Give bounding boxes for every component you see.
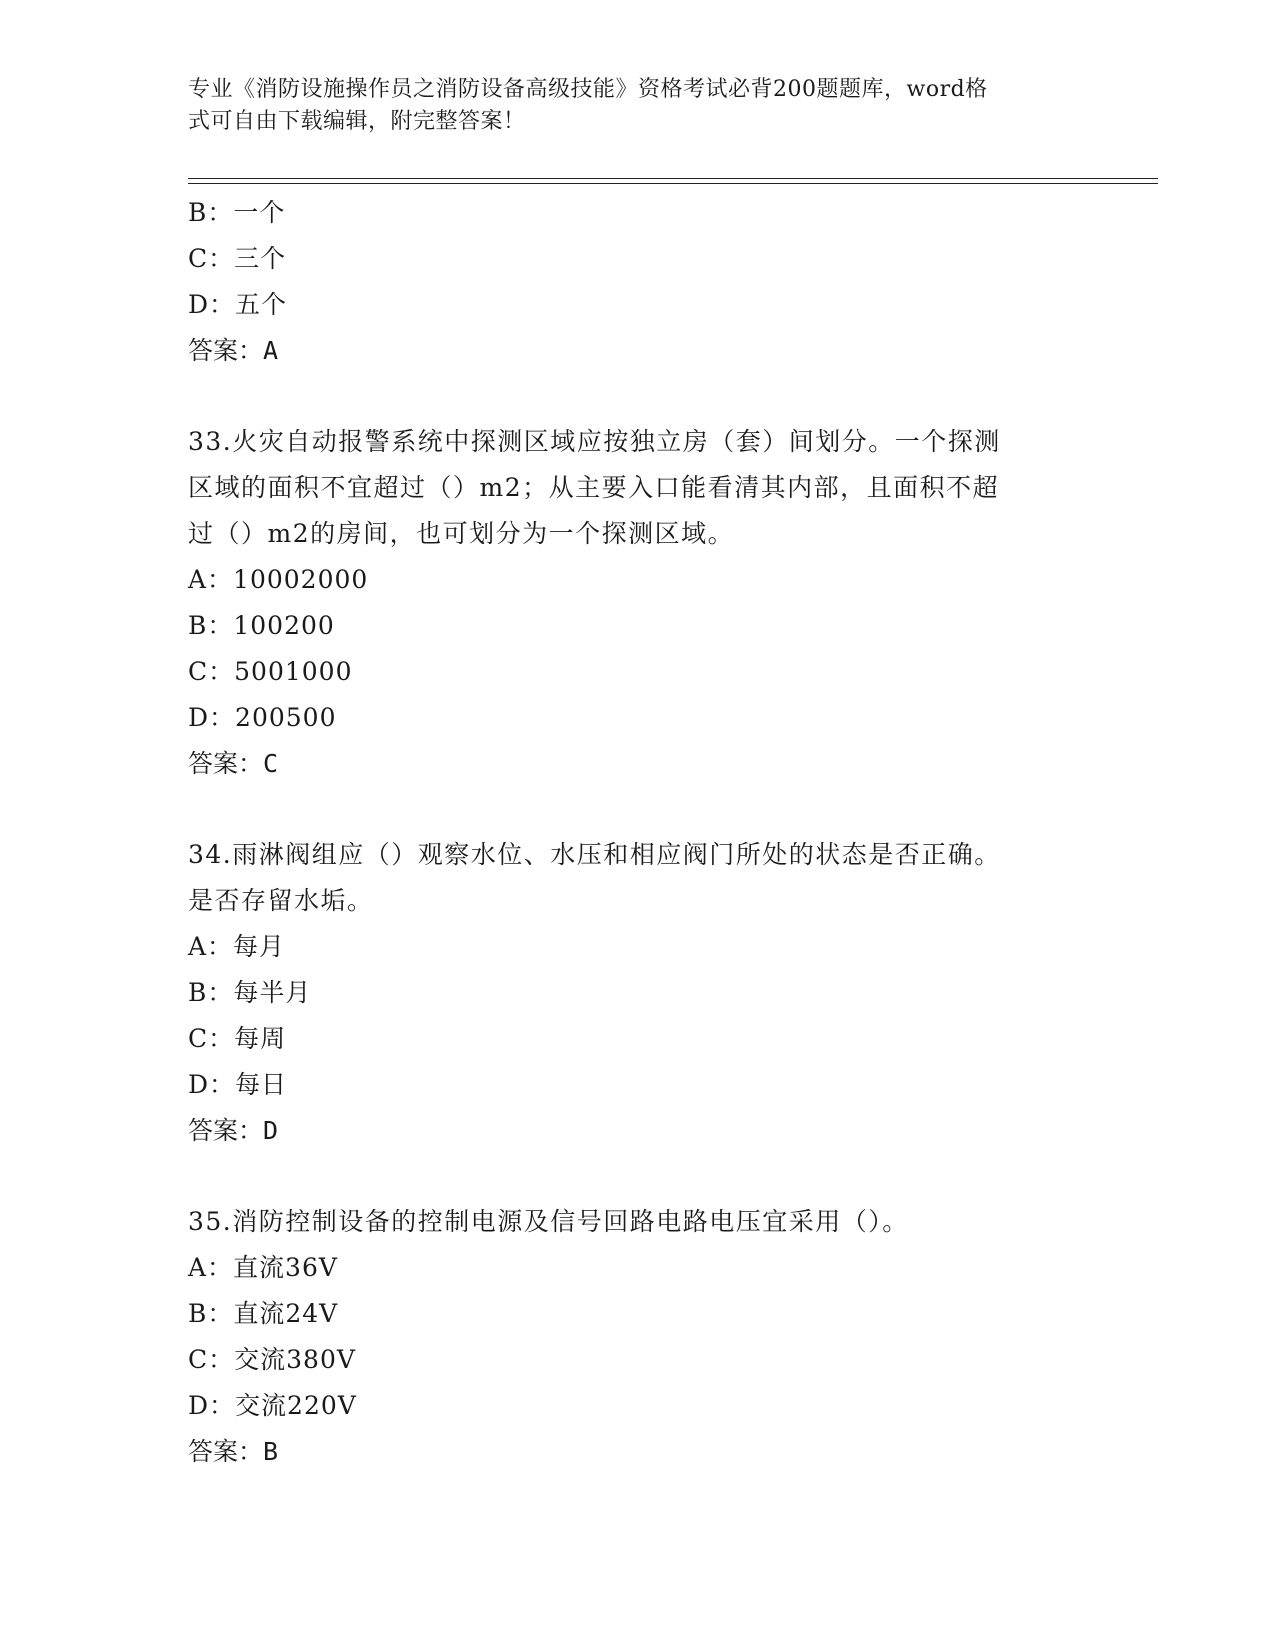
option-c: C：5001000 xyxy=(188,657,353,686)
option-c: C：每周 xyxy=(188,1024,287,1053)
question-text-line: 过（）m2的房间，也可划分为一个探测区域。 xyxy=(188,519,735,548)
option-d: D：200500 xyxy=(188,703,337,732)
option-d: D：每日 xyxy=(188,1070,288,1099)
answer-line xyxy=(188,741,1088,787)
question-text-line: 33.火灾自动报警系统中探测区域应按独立房（套）间划分。一个探测 xyxy=(188,427,1001,456)
answer-value: A xyxy=(263,336,279,365)
answer-value: C xyxy=(263,749,279,778)
answer-value: B xyxy=(263,1437,279,1466)
question-text-line: 34.雨淋阀组应（）观察水位、水压和相应阀门所处的状态是否正确。 xyxy=(188,840,1001,869)
question-35 xyxy=(188,1199,1088,1475)
answer-line xyxy=(188,1429,1088,1475)
header-line-1: 专业《消防设施操作员之消防设备高级技能》资格考试必背200题题库，word格 xyxy=(188,77,988,102)
answer-line xyxy=(188,1108,1088,1154)
question-text-line: 是否存留水垢。 xyxy=(188,886,374,915)
option-c: C：交流380V xyxy=(188,1345,356,1374)
header-divider-top xyxy=(188,178,1158,179)
answer-label: 答案： xyxy=(188,1116,264,1145)
answer-line xyxy=(188,328,1088,374)
document-header xyxy=(188,74,1078,138)
answer-label: 答案： xyxy=(188,749,264,778)
answer-label: 答案： xyxy=(188,336,264,365)
option-b: B：100200 xyxy=(188,611,335,640)
answer-label: 答案： xyxy=(188,1437,264,1466)
header-line-2: 式可自由下载编辑，附完整答案！ xyxy=(188,109,526,134)
question-content xyxy=(188,190,1088,1475)
prev-question-block xyxy=(188,190,1088,374)
option-a: A：直流36V xyxy=(188,1253,338,1282)
header-divider-bottom xyxy=(188,183,1158,184)
question-text-line: 区域的面积不宜超过（）m2；从主要入口能看清其内部，且面积不超 xyxy=(188,473,1000,502)
option-b: B：直流24V xyxy=(188,1299,339,1328)
question-34 xyxy=(188,832,1088,1154)
option-b: B：一个 xyxy=(188,198,286,227)
option-c: C：三个 xyxy=(188,244,287,273)
option-a: A：10002000 xyxy=(188,565,369,594)
answer-value: D xyxy=(263,1116,279,1145)
option-d: D：交流220V xyxy=(188,1391,357,1420)
option-a: A：每月 xyxy=(188,932,286,961)
option-d: D：五个 xyxy=(188,290,288,319)
option-b: B：每半月 xyxy=(188,978,312,1007)
question-text-line: 35.消防控制设备的控制电源及信号回路电路电压宜采用（）。 xyxy=(188,1207,909,1236)
question-33 xyxy=(188,419,1088,787)
